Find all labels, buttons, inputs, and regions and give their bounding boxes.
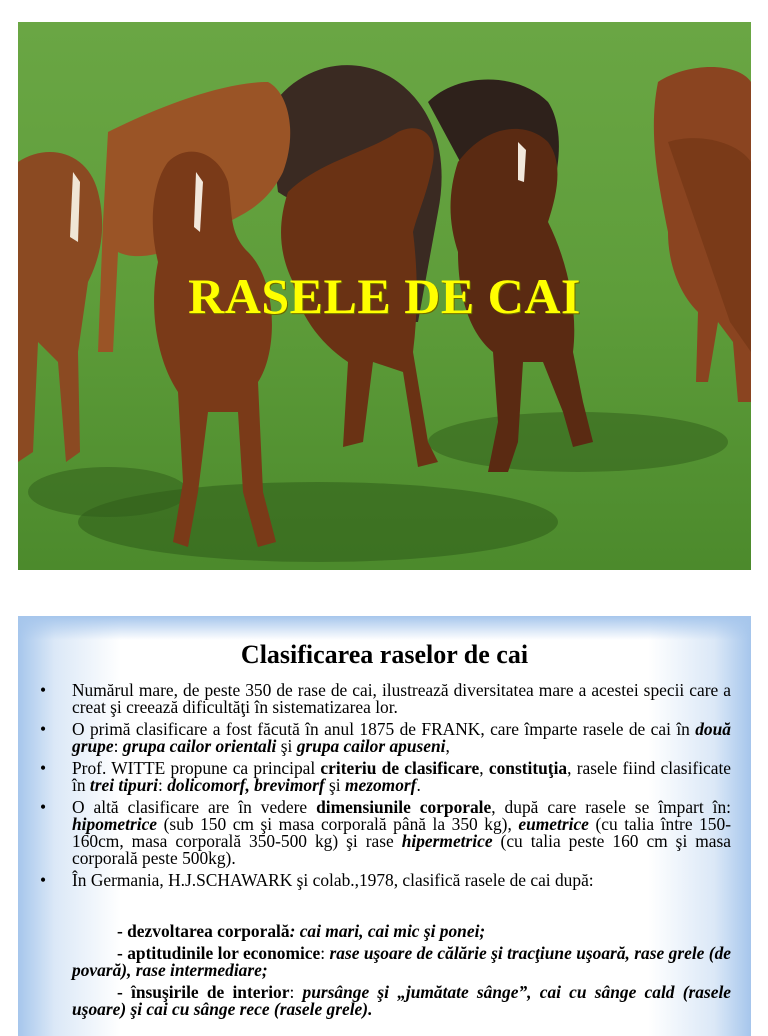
bullet-item: • Prof. WITTE propune ca principal criteriu de clasificare, constituţia, rasele fiind clasificate în trei tipuri: dolicomorf, brevimorf şi mezomorf. (40, 758, 732, 795)
slide-title: RASELE DE CAI (188, 268, 581, 324)
bullet-icon: • (40, 680, 47, 700)
classification-slide (18, 616, 751, 1036)
sub-criteria (40, 923, 751, 1023)
bullet-list (40, 682, 731, 894)
bullet-icon: • (40, 797, 47, 817)
bullet-icon: • (40, 758, 47, 778)
bullet-icon: • (40, 719, 47, 739)
bullet-item: • În Germania, H.J.SCHAWARK şi colab.,1978, clasifică rasele de cai după: (40, 870, 594, 890)
sub-item-economic-aptitudes: - aptitudinile lor economice: rase uşoare de călărie şi tracţiune uşoară, rase grele (de povară), rase intermediare; (72, 943, 731, 980)
sub-item-body-development: - dezvoltarea corporală: cai mari, cai mic şi ponei; (117, 921, 486, 941)
bullet-icon: • (40, 870, 47, 890)
bullet-item: • O altă clasificare are în vedere dimensiunile corporale, după care rasele se împart în: hipometrice (sub 150 cm şi masa corporală până la 350 kg), eumetrice (cu talia între 150-160cm, masa corporală 350-500 kg) şi rase hipermetrice (cu talia peste 160 cm şi masa corporală peste 500kg). (40, 797, 731, 868)
title-slide (18, 22, 751, 570)
bullet-item: • O primă clasificare a fost făcută în anul 1875 de FRANK, care împarte rasele de cai în două grupe: grupa cailor orientali şi grupa cailor apuseni, (40, 719, 731, 756)
slide-heading: Clasificarea raselor de cai (240, 640, 529, 669)
sub-item-interior-traits: - însuşirile de interior: pursânge şi „jumătate sânge”, cai cu sânge cald (rasele uşoare) şi cai cu sânge rece (rasele grele). (72, 982, 731, 1019)
bullet-item: • Numărul mare, de peste 350 de rase de cai, ilustrează diversitatea mare a acestei specii care a creat şi creează dificultăţi în sistematizarea lor. (40, 680, 731, 717)
